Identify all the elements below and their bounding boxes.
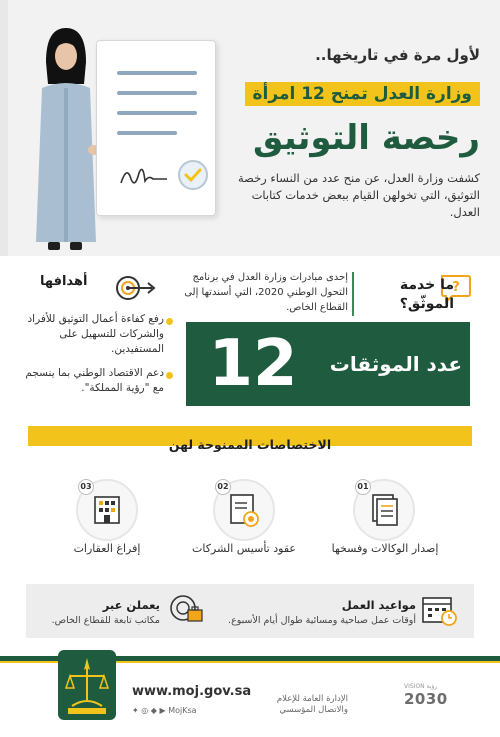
notaries-count-label: عدد الموثقات (329, 352, 462, 376)
calendar-clock-icon (420, 592, 458, 628)
website-link[interactable]: www.moj.gov.sa (132, 684, 252, 699)
spec-label-2: عقود تأسيس الشركات (192, 542, 296, 555)
instagram-icon[interactable]: ◎ (141, 706, 149, 715)
spec-number-3: 03 (78, 479, 94, 495)
page-title: رخصة التوثيق (253, 118, 480, 158)
service-divider (352, 272, 354, 316)
goal-bullet (166, 372, 173, 379)
goals-title: أهدافها (40, 274, 88, 289)
woman-illustration (24, 22, 104, 254)
spec-number-2: 02 (215, 479, 231, 495)
social-handles (132, 706, 197, 715)
vision-2030-caption: VISION رؤية (404, 683, 438, 690)
social-handle-text: MojKsa (168, 706, 197, 715)
spec-label-1: إصدار الوكالات وفسخها (331, 542, 439, 555)
goal-item-1: رفع كفاءة أعمال التوثيق للأفراد والشركات للتسهيل على المستفيدين. (27, 313, 164, 355)
header-section (0, 0, 500, 256)
ministry-of-justice-emblem (56, 648, 118, 722)
service-question-title: ما خدمة الموثّق؟ (399, 277, 454, 312)
spec-number-1: 01 (355, 479, 371, 495)
target-arrow-icon (116, 274, 156, 302)
header-stripe (0, 0, 8, 256)
signature-icon (119, 161, 169, 191)
header-description: كشفت وزارة العدل، عن منح عدد من النساء رخصة التوثيق، التي تخولهن القيام ببعض خدمات كتابات العدل. (237, 171, 480, 219)
header-line-2: وزارة العدل تمنح 12 امرأة (245, 82, 481, 106)
specializations-title: الاختصاصات الممنوحة لهن (168, 437, 332, 452)
service-description: إحدى مبادرات وزارة العدل في برنامج التحول الوطني 2020، التي أسندتها إلى القطاع الخاص. (184, 272, 348, 313)
approval-seal-icon (177, 159, 209, 191)
media-department-name: الإدارة العامة للإعلام والاتصال المؤسسي (276, 694, 348, 715)
header-line-1: لأول مرة في تاريخها.. (315, 46, 480, 64)
working-hours-text: أوقات عمل صباحية ومسائية طوال أيام الأسبوع. (228, 615, 416, 626)
notaries-count-value: 12 (208, 327, 298, 401)
goal-bullet (166, 318, 173, 325)
working-hours-title: مواعيد العمل (341, 598, 416, 612)
spec-label-3: إفراغ العقارات (73, 542, 141, 555)
certificate-document-illustration (96, 40, 216, 216)
briefcase-target-icon (168, 592, 206, 628)
work-via-text: مكاتب تابعة للقطاع الخاص. (51, 615, 160, 626)
work-via-title: يعملن عبر (102, 598, 160, 612)
snapchat-icon[interactable]: ◆ (150, 706, 157, 715)
svg-text:?: ? (452, 280, 460, 295)
goal-item-2: دعم الاقتصاد الوطني بما ينسجم مع "رؤية المملكة". (25, 367, 164, 394)
twitter-icon[interactable]: ✦ (132, 706, 139, 715)
youtube-icon[interactable]: ▶ (159, 706, 166, 715)
vision-2030-logo: 2030 (404, 690, 448, 708)
